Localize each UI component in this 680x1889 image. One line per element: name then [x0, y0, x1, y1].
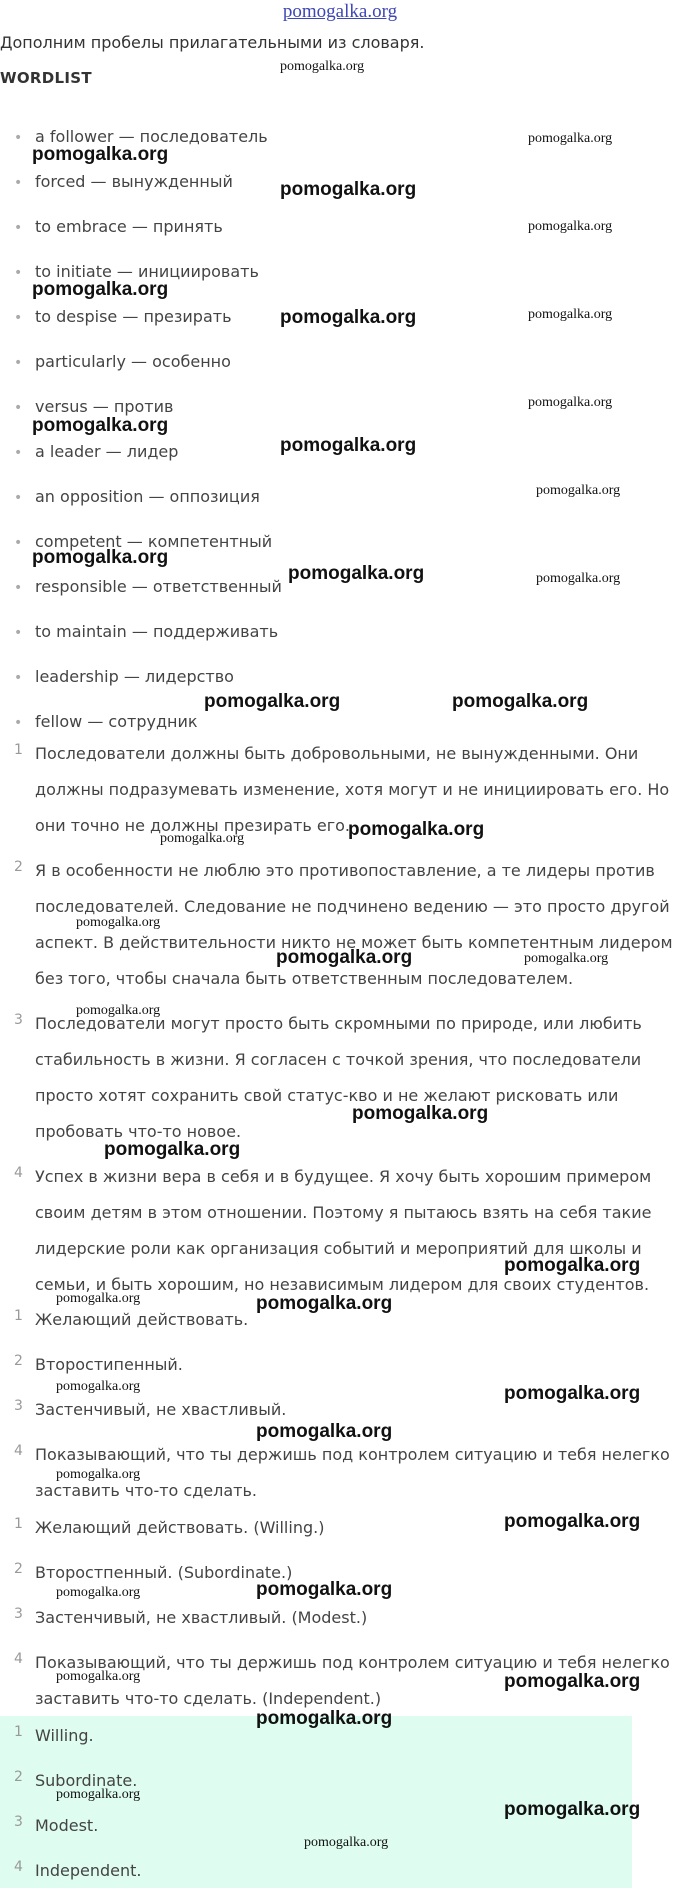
paragraph-number: 1 — [14, 742, 23, 758]
watermark: pomogalka.org — [56, 1669, 141, 1684]
answer-number: 2 — [14, 1769, 23, 1785]
definition-answered-text: Второстпенный. (Subordinate.) — [35, 1563, 293, 1582]
watermark: pomogalka.org — [76, 915, 161, 930]
definition-text: Показывающий, что ты держишь под контролем ситуацию и тебя нелегко заставить что-то сделать. — [35, 1445, 670, 1500]
wordlist-entry: an opposition — оппозиция — [35, 487, 260, 506]
wordlist-entry: leadership — лидерство — [35, 667, 234, 686]
watermark: pomogalka.org — [288, 563, 425, 584]
answer-number: 1 — [14, 1724, 23, 1740]
bullet-icon: • — [14, 535, 23, 551]
watermark: pomogalka.org — [280, 179, 417, 200]
paragraph-text: Последователи должны быть добровольными, не вынужденными. Они должны подразумевать изменение, хотя могут и не инициировать его. Но они точно не должны презирать его. — [35, 744, 670, 835]
bullet-icon: • — [14, 400, 23, 416]
definition-number: 4 — [14, 1443, 23, 1459]
wordlist-entry: responsible — ответственный — [35, 577, 282, 596]
bullet-icon: • — [14, 490, 23, 506]
answer-text: Willing. — [35, 1726, 94, 1745]
definition-answered-text: Показывающий, что ты держишь под контролем ситуацию и тебя нелегко заставить что-то сделать. (Independent.) — [35, 1653, 670, 1708]
watermark: pomogalka.org — [504, 1383, 641, 1404]
definition-number: 3 — [14, 1606, 23, 1622]
definition-text: Застенчивый, не хвастливый. — [35, 1400, 287, 1419]
bullet-icon: • — [14, 310, 23, 326]
wordlist-entry: a follower — последователь — [35, 127, 268, 146]
bullet-icon: • — [14, 580, 23, 596]
watermark: pomogalka.org — [528, 219, 613, 234]
watermark: pomogalka.org — [452, 691, 589, 712]
wordlist-entry: fellow — сотрудник — [35, 712, 198, 731]
bullet-icon: • — [14, 175, 23, 191]
wordlist-entry: to despise — презирать — [35, 307, 232, 326]
paragraph-text: Я в особенности не люблю это противопоставление, а те лидеры против последователей. Следование не подчинено ведению — это просто другой аспект. В действительности никто не может быть компетентным лидером без того, чтобы сначала быть ответственным последователем. — [35, 861, 673, 988]
watermark: pomogalka.org — [528, 395, 613, 410]
wordlist-entry: particularly — особенно — [35, 352, 231, 371]
watermark: pomogalka.org — [256, 1708, 393, 1729]
watermark: pomogalka.org — [504, 1511, 641, 1532]
watermark: pomogalka.org — [56, 1787, 141, 1802]
watermark: pomogalka.org — [256, 1421, 393, 1442]
answer-text: Modest. — [35, 1816, 99, 1835]
answer-text: Subordinate. — [35, 1771, 138, 1790]
bullet-icon: • — [14, 355, 23, 371]
intro-text: Дополним пробелы прилагательными из словаря. — [0, 33, 425, 52]
watermark: pomogalka.org — [276, 947, 413, 968]
watermark: pomogalka.org — [104, 1139, 241, 1160]
list-item — [0, 345, 680, 381]
definition-answered-text: Застенчивый, не хвастливый. (Modest.) — [35, 1608, 368, 1627]
watermark: pomogalka.org — [528, 307, 613, 322]
answer-text: Independent. — [35, 1861, 142, 1880]
bullet-icon: • — [14, 130, 23, 146]
answer-number: 4 — [14, 1859, 23, 1875]
watermark: pomogalka.org — [280, 59, 365, 74]
wordlist-entry: competent — компетентный — [35, 532, 273, 551]
watermark: pomogalka.org — [56, 1585, 141, 1600]
watermark: pomogalka.org — [56, 1467, 141, 1482]
definition-number: 1 — [14, 1308, 23, 1324]
watermark: pomogalka.org — [32, 279, 169, 300]
definition-text: Желающий действовать. — [35, 1310, 249, 1329]
paragraph-text: Последователи могут просто быть скромными по природе, или любить стабильность в жизни. Я согласен с точкой зрения, что последователи просто хотят сохранить свой статус-кво и не желают рисковать или пробовать что-то новое. — [35, 1014, 642, 1141]
paragraph-text: Успех в жизни вера в себя и в будущее. Я хочу быть хорошим примером своим детям в этом отношении. Поэтому я пытаюсь взять на себя такие лидерские роли как организация событий и мероприятий для школы и семьи, и быть хорошим, но независимым лидером для своих студентов. — [35, 1167, 652, 1294]
wordlist-entry: versus — против — [35, 397, 174, 416]
site-title-link[interactable]: pomogalka.org — [282, 1, 398, 22]
watermark: pomogalka.org — [204, 691, 341, 712]
definition-number: 4 — [14, 1651, 23, 1667]
watermark: pomogalka.org — [352, 1103, 489, 1124]
watermark: pomogalka.org — [280, 307, 417, 328]
watermark: pomogalka.org — [504, 1799, 641, 1820]
wordlist-entry: forced — вынужденный — [35, 172, 233, 191]
answer-number: 3 — [14, 1814, 23, 1830]
wordlist-heading: WORDLIST — [0, 69, 92, 87]
paragraph-number: 4 — [14, 1165, 23, 1181]
bullet-icon: • — [14, 265, 23, 281]
wordlist-entry: a leader — лидер — [35, 442, 179, 461]
watermark: pomogalka.org — [76, 1003, 161, 1018]
paragraph-number: 3 — [14, 1012, 23, 1028]
watermark: pomogalka.org — [280, 435, 417, 456]
bullet-icon: • — [14, 625, 23, 641]
watermark: pomogalka.org — [56, 1291, 141, 1306]
definition-text: Второстипенный. — [35, 1355, 183, 1374]
watermark: pomogalka.org — [348, 819, 485, 840]
bullet-icon: • — [14, 445, 23, 461]
watermark: pomogalka.org — [160, 831, 245, 846]
bullet-icon: • — [14, 715, 23, 731]
watermark: pomogalka.org — [504, 1255, 641, 1276]
wordlist-entry: to maintain — поддерживать — [35, 622, 279, 641]
paragraph-number: 2 — [14, 859, 23, 875]
bullet-icon: • — [14, 220, 23, 236]
watermark: pomogalka.org — [256, 1579, 393, 1600]
definition-number: 1 — [14, 1516, 23, 1532]
definition-number: 3 — [14, 1398, 23, 1414]
watermark: pomogalka.org — [32, 144, 169, 165]
watermark: pomogalka.org — [256, 1293, 393, 1314]
watermark: pomogalka.org — [504, 1671, 641, 1692]
definition-number: 2 — [14, 1561, 23, 1577]
bullet-icon: • — [14, 670, 23, 686]
watermark: pomogalka.org — [536, 483, 621, 498]
wordlist-entry: to initiate — инициировать — [35, 262, 259, 281]
watermark: pomogalka.org — [528, 131, 613, 146]
watermark: pomogalka.org — [32, 415, 169, 436]
definition-answered-text: Желающий действовать. (Willing.) — [35, 1518, 325, 1537]
watermark: pomogalka.org — [56, 1379, 141, 1394]
watermark: pomogalka.org — [524, 951, 609, 966]
list-item — [0, 615, 680, 651]
watermark: pomogalka.org — [304, 1835, 389, 1850]
watermark: pomogalka.org — [32, 547, 169, 568]
definition-number: 2 — [14, 1353, 23, 1369]
wordlist-entry: to embrace — принять — [35, 217, 223, 236]
watermark: pomogalka.org — [536, 571, 621, 586]
